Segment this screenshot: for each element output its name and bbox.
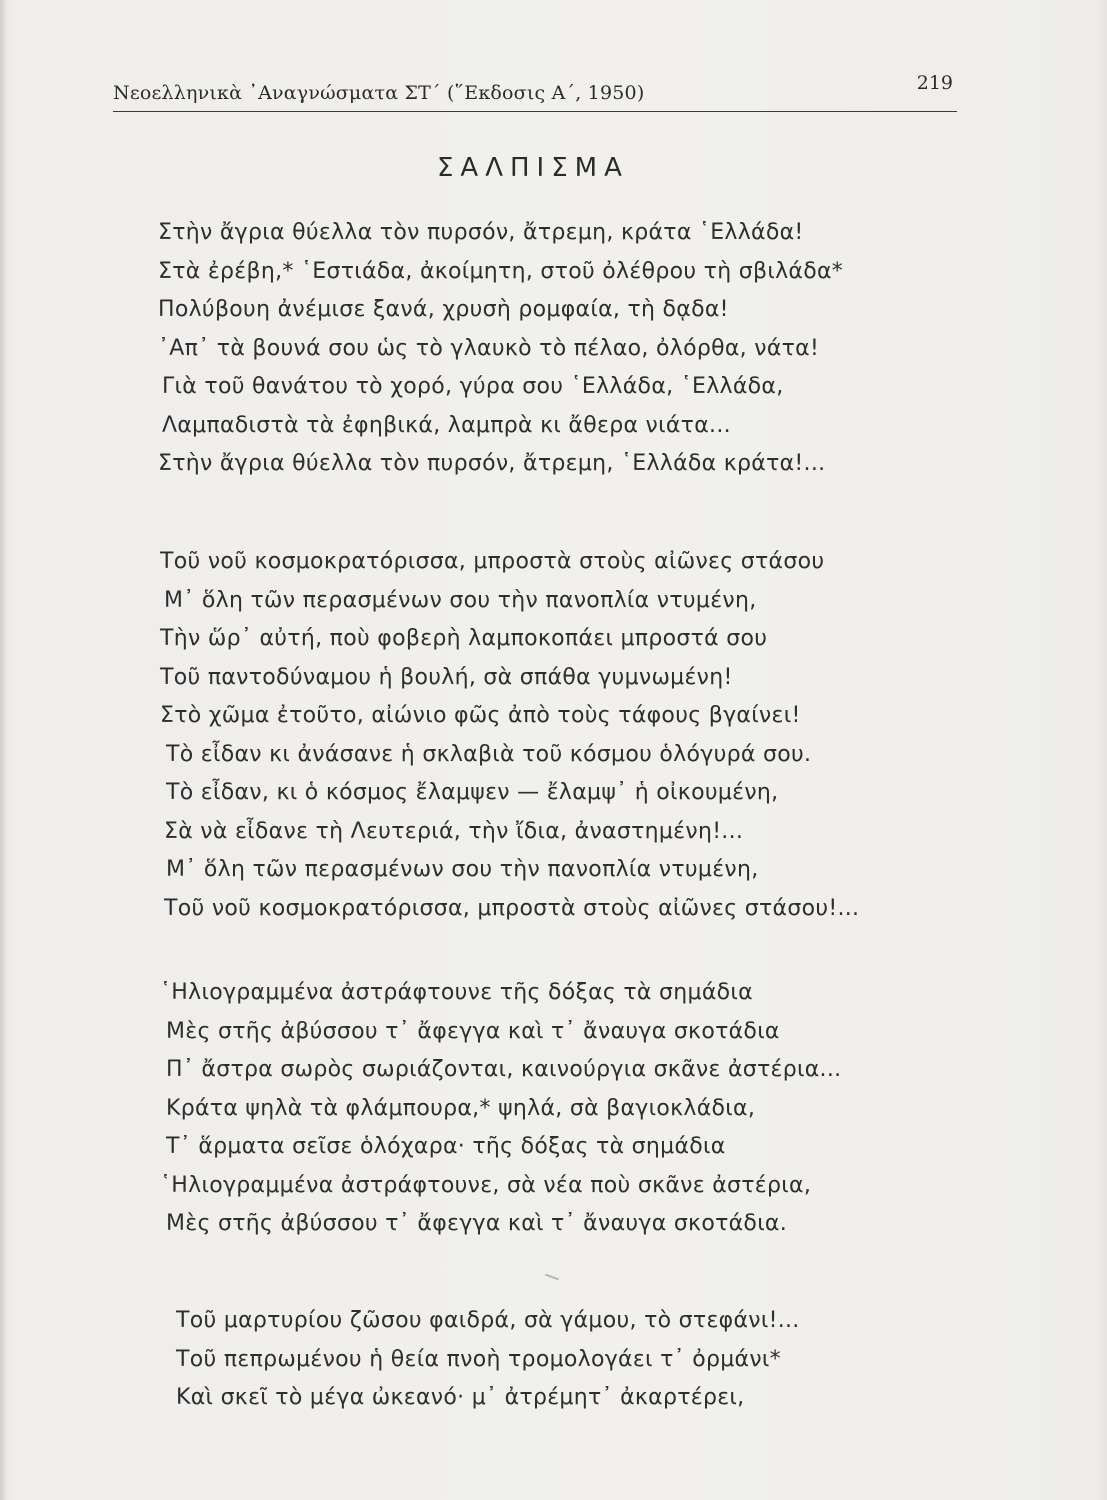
stanza-4 (176, 1302, 800, 1418)
poem-line: Τοῦ νοῦ κοσμοκρατόρισσα, μπροστὰ στοὺς αἰῶνες στάσου (160, 549, 825, 574)
ink-smudge (545, 1274, 559, 1281)
poem-line: Στὸ χῶμα ἐτοῦτο, αἰώνιο φῶς ἀπὸ τοὺς τάφους βγαίνει! (160, 703, 801, 728)
stanza-3 (160, 974, 841, 1244)
poem-line: Π᾿ ἄστρα σωρὸς σωριάζονται, καινούργια σκᾶνε ἀστέρια... (166, 1057, 842, 1082)
poem-line: ᾿Απ᾿ τὰ βουνά σου ὡς τὸ γλαυκὸ τὸ πέλαο, ὀλόρθα, νάτα! (158, 335, 820, 361)
poem-line: Τοῦ μαρτυρίου ζῶσου φαιδρά, σὰ γάμου, τὸ στεφάνι!... (176, 1308, 800, 1333)
running-head: Νεοελληνικὰ ᾿Αναγνώσματα ΣΤ΄ (῞Εκδοσις Α΄, 1950) (113, 82, 645, 104)
stanza-2 (160, 543, 859, 928)
poem-line: Στὴν ἄγρια θύελλα τὸν πυρσόν, ἄτρεμη, κράτα ῾Ελλάδα! (158, 220, 804, 245)
page-edge-shadow (1097, 0, 1107, 1500)
poem-line: Μὲς στῆς ἀβύσσου τ᾿ ἄφεγγα καὶ τ᾿ ἄναυγα σκοτάδια (166, 1018, 780, 1044)
poem-line: Τοῦ νοῦ κοσμοκρατόρισσα, μπροστὰ στοὺς αἰῶνες στάσου!... (164, 895, 860, 921)
poem-line: Τὸ εἶδαν, κι ὁ κόσμος ἔλαμψεν — ἔλαμψ᾿ ἡ οἰκουμένη, (166, 780, 779, 805)
poem-line: Στὰ ἐρέβη,* ῾Εστιάδα, ἀκοίμητη, στοῦ ὀλέθρου τὴ σβιλάδα* (158, 258, 844, 284)
poem-line: Πολύβουη ἀνέμισε ξανά, χρυσὴ ρομφαία, τὴ δᾳδα! (158, 297, 729, 322)
poem-line: Μὲς στῆς ἀβύσσου τ᾿ ἄφεγγα καὶ τ᾿ ἄναυγα σκοτάδια. (166, 1211, 788, 1236)
stanza-1 (158, 214, 843, 484)
poem-line: Τοῦ πεπρωμένου ἡ θεία πνοὴ τρομολογάει τ᾿ ὀρμάνι* (176, 1346, 781, 1372)
poem-line: Τὴν ὥρ᾿ αὐτή, ποὺ φοβερὴ λαμποκοπάει μπροστά σου (160, 626, 768, 651)
poem-line: ῾Ηλιογραμμένα ἀστράφτουνε τῆς δόξας τὰ σημάδια (160, 980, 753, 1005)
page-header (113, 72, 957, 118)
poem-line: Γιὰ τοῦ θανάτου τὸ χορό, γύρα σου ῾Ελλάδα, ῾Ελλάδα, (162, 374, 784, 399)
poem-line: Λαμπαδιστὰ τὰ ἐφηβικά, λαμπρὰ κι ἄθερα νιάτα... (162, 412, 731, 438)
poem-line: Τοῦ παντοδύναμου ἡ βουλή, σὰ σπάθα γυμνωμένη! (160, 664, 733, 690)
poem-line: Σὰ νὰ εἶδανε τὴ Λευτεριά, τὴν ἴδια, ἀναστημένη!... (164, 818, 744, 844)
poem-line: ῾Ηλιογραμμένα ἀστράφτουνε, σὰ νέα ποὺ σκᾶνε ἀστέρια, (160, 1172, 812, 1198)
poem-line: Τ᾿ ἅρματα σεῖσε ὁλόχαρα· τῆς δόξας τὰ σημάδια (166, 1134, 726, 1159)
poem-line: Τὸ εἶδαν κι ἀνάσανε ἡ σκλαβιὰ τοῦ κόσμου ὁλόγυρά σου. (166, 741, 812, 767)
poem-title: ΣΑΛΠΙΣΜΑ (437, 153, 629, 183)
poem-line: Μ᾿ ὅλη τῶν περασμένων σου τὴν πανοπλία ντυμένη, (164, 587, 757, 613)
poem-line: Μ᾿ ὅλη τῶν περασμένων σου τὴν πανοπλία ντυμένη, (166, 857, 759, 882)
page-number: 219 (916, 72, 953, 94)
page-binding-edge (0, 0, 6, 1500)
header-rule (113, 111, 957, 112)
poem-line: Στὴν ἄγρια θύελλα τὸν πυρσόν, ἄτρεμη, ῾Ελλάδα κράτα!... (158, 451, 826, 476)
poem-line: Κράτα ψηλὰ τὰ φλάμπουρα,* ψηλά, σὰ βαγιοκλάδια, (166, 1095, 756, 1121)
poem-line: Καὶ σκεῖ τὸ μέγα ὠκεανό· μ᾿ ἀτρέμητ᾿ ἀκαρτέρει, (176, 1385, 745, 1410)
